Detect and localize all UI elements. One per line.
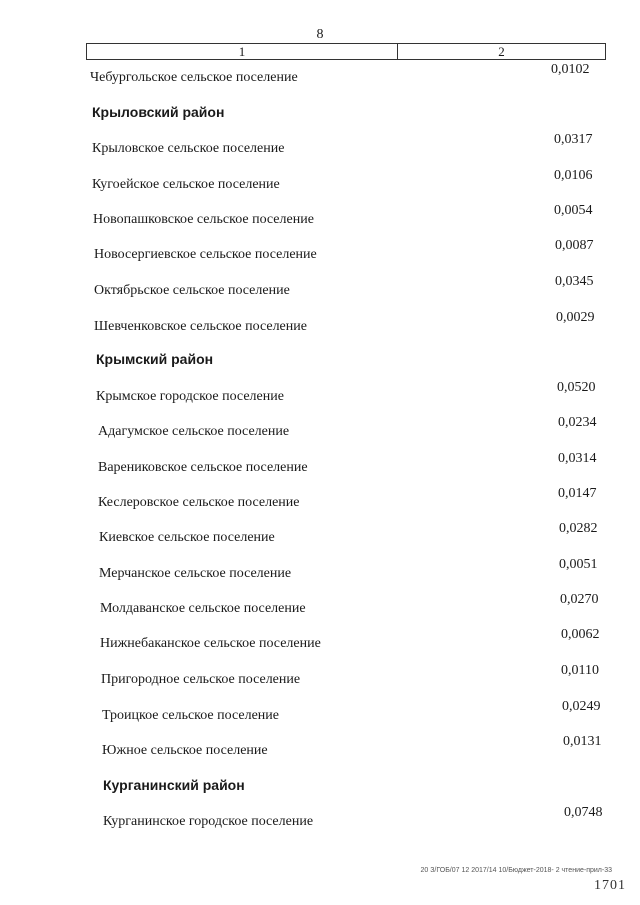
settlement-name: Адагумское сельское поселение <box>98 424 290 439</box>
settlement-value: 0,0317 <box>554 132 593 147</box>
settlement-name: Варениковское сельское поселение <box>98 460 308 475</box>
settlement-name: Кугоейское сельское поселение <box>92 177 280 192</box>
table-row <box>0 238 640 264</box>
settlement-value: 0,0087 <box>555 238 594 253</box>
table-row <box>0 734 640 760</box>
table-row <box>0 805 640 831</box>
table-row <box>0 663 640 689</box>
table-row <box>0 521 640 547</box>
table-row <box>0 592 640 618</box>
settlement-value: 0,0748 <box>564 805 603 820</box>
settlement-value: 0,0345 <box>555 274 594 289</box>
settlement-name: Киевское сельское поселение <box>99 530 275 545</box>
settlement-name: Шевченковское сельское поселение <box>94 319 307 334</box>
table-row <box>0 380 640 406</box>
settlement-name: Пригородное сельское поселение <box>101 672 301 687</box>
settlement-value: 0,0270 <box>560 592 599 607</box>
settlement-name: Крымское городское поселение <box>96 389 284 404</box>
district-name: Курганинский район <box>103 777 245 793</box>
settlement-name: Курганинское городское поселение <box>103 814 314 829</box>
settlement-name: Крыловское сельское поселение <box>92 141 285 156</box>
district-heading <box>0 777 640 797</box>
page-stamp-number: 1701 <box>594 878 626 893</box>
district-heading <box>0 104 640 124</box>
table-row <box>0 486 640 512</box>
settlement-value: 0,0249 <box>562 699 601 714</box>
table-row <box>0 557 640 583</box>
settlement-name: Молдаванское сельское поселение <box>100 601 306 616</box>
settlement-value: 0,0110 <box>561 663 599 678</box>
settlement-value: 0,0029 <box>556 310 595 325</box>
table-row <box>0 415 640 441</box>
settlement-value: 0,0520 <box>557 380 596 395</box>
column-header-2: 2 <box>498 44 505 59</box>
settlement-value: 0,0131 <box>563 734 602 749</box>
column-header-table <box>86 43 606 60</box>
column-header-1: 1 <box>87 44 398 59</box>
settlement-value: 0,0062 <box>561 627 600 642</box>
settlement-value: 0,0147 <box>558 486 597 501</box>
settlement-name: Южное сельское поселение <box>102 743 268 758</box>
settlement-value: 0,0234 <box>558 415 597 430</box>
table-row <box>0 203 640 229</box>
district-name: Крыловский район <box>92 104 225 120</box>
settlement-name: Октябрьское сельское поселение <box>94 283 290 298</box>
settlement-value: 0,0051 <box>559 557 598 572</box>
table-row <box>0 274 640 300</box>
settlement-name: Чебургольское сельское поселение <box>90 70 298 85</box>
table-row <box>0 451 640 477</box>
table-row <box>0 62 640 86</box>
district-heading <box>0 351 640 371</box>
settlement-name: Мерчанское сельское поселение <box>99 566 292 581</box>
table-row <box>0 132 640 158</box>
settlement-name: Новопашковское сельское поселение <box>93 212 314 227</box>
settlement-value: 0,0106 <box>554 168 593 183</box>
footer-document-code: 20 З/ГОБ/07 12 2017/14 10/Бюджет-2018- 2 чтение-прил-33 <box>420 867 612 874</box>
settlement-value: 0,0054 <box>554 203 593 218</box>
settlement-name: Нижнебаканское сельское поселение <box>100 636 321 651</box>
district-name: Крымский район <box>96 351 214 367</box>
table-row <box>0 699 640 725</box>
table-row <box>0 310 640 336</box>
table-row <box>0 168 640 194</box>
table-row <box>0 627 640 653</box>
settlement-value: 0,0282 <box>559 521 598 536</box>
settlement-value: 0,0102 <box>551 62 590 77</box>
settlement-value: 0,0314 <box>558 451 597 466</box>
settlement-name: Кеслеровское сельское поселение <box>98 495 300 510</box>
page-number: 8 <box>316 27 324 42</box>
settlement-name: Новосергиевское сельское поселение <box>94 247 317 262</box>
settlement-name: Троицкое сельское поселение <box>102 708 279 723</box>
